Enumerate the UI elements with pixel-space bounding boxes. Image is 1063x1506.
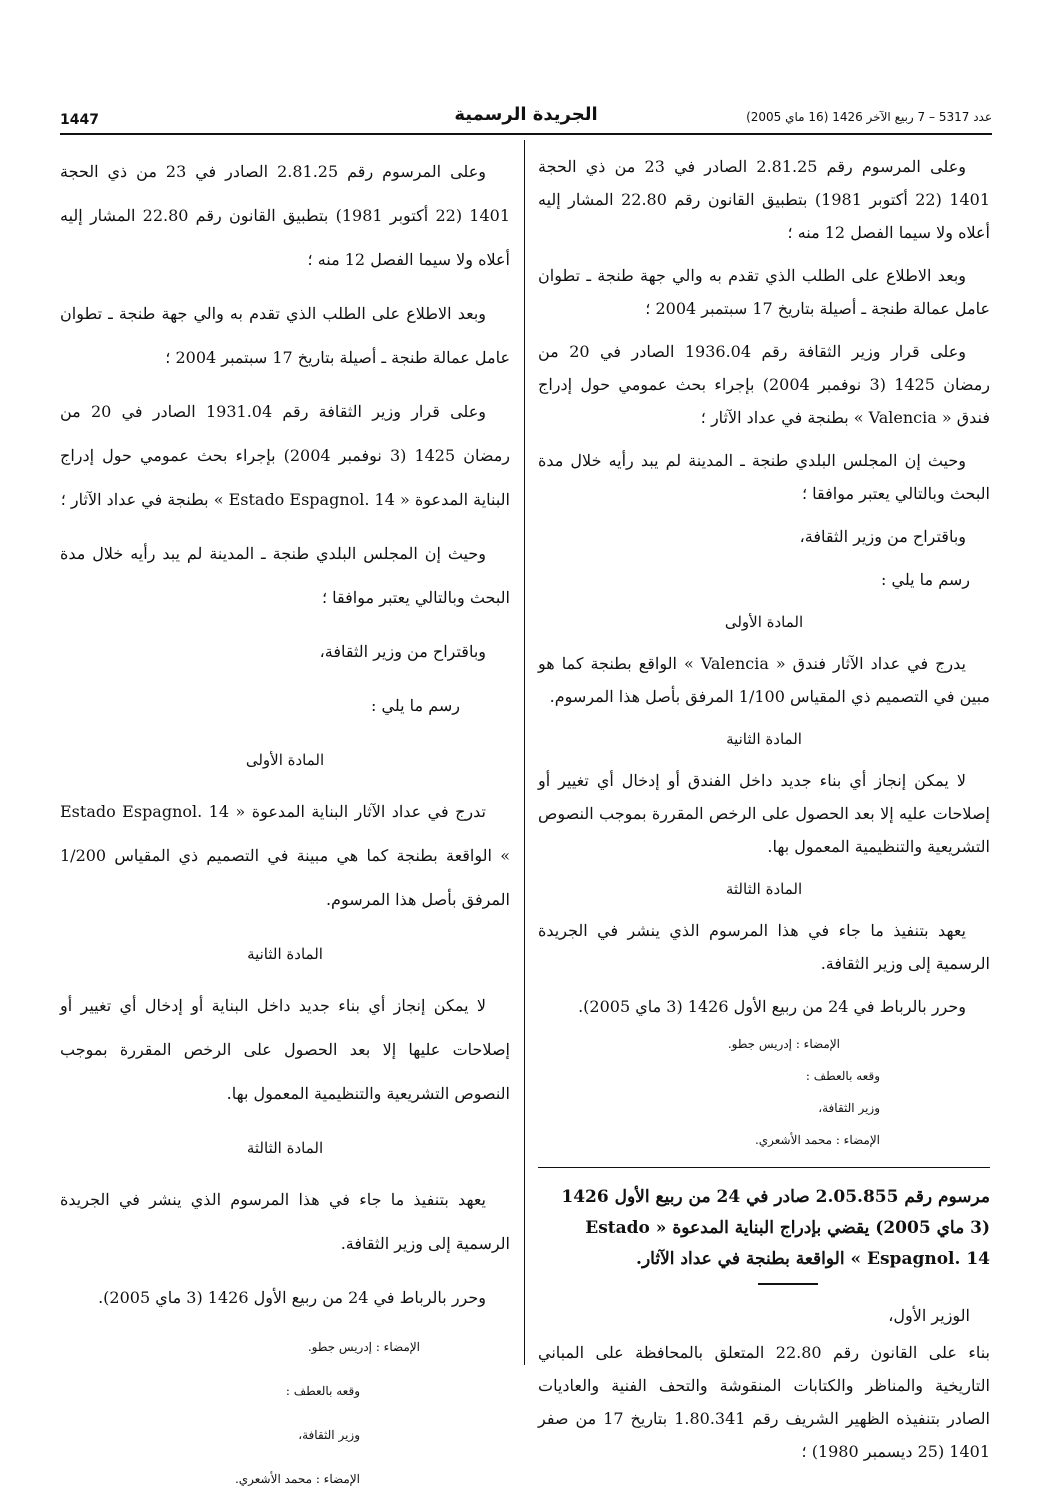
paragraph: وعلى قرار وزير الثقافة رقم 1931.04 الصادر في 20 من رمضان 1425 (3 نوفمبر 2004) بإجراء بحث عمومي حول إدراج البناية المدعوة « Estado Espagnol. 14 » بطنجة في عداد الآثار ؛ <box>60 402 511 509</box>
signature: الإمضاء : إدريس جطو. <box>307 1340 420 1354</box>
minister-title: وزير الثقافة، <box>818 1101 880 1115</box>
paragraph: وعلى المرسوم رقم 2.81.25 الصادر في 23 من ذي الحجة 1401 (22 أكتوبر 1981) بتطبيق القانون رقم 22.80 المشار إليه أعلاه ولا سيما الفصل 12 منه ؛ <box>538 157 991 242</box>
journal-title: الجريدة الرسمية <box>454 104 598 125</box>
paragraph: وباقتراح من وزير الثقافة، <box>319 642 486 661</box>
issue-info: عدد 5317 – 7 ربيع الآخر 1426 (16 ماي 2005) <box>746 110 992 124</box>
page-number: 1447 <box>60 112 99 128</box>
decree-intro: رسم ما يلي : <box>371 696 460 715</box>
left-column <box>60 150 510 1506</box>
minister-title: وزير الثقافة، <box>298 1428 360 1442</box>
article-text: يعهد بتنفيذ ما جاء في هذا المرسوم الذي ينشر في الجريدة الرسمية إلى وزير الثقافة. <box>538 921 990 973</box>
article-heading: المادة الأولى <box>724 613 804 631</box>
section-divider <box>538 1167 990 1168</box>
article-heading: المادة الثانية <box>726 730 802 748</box>
paragraph: وبعد الاطلاع على الطلب الذي تقدم به والي جهة طنجة ـ تطوان عامل عمالة طنجة ـ أصيلة بتاريخ 17 سبتمبر 2004 ؛ <box>538 266 990 318</box>
done-at: وحرر بالرباط في 24 من ربيع الأول 1426 (3 ماي 2005). <box>578 997 966 1016</box>
paragraph: وعلى قرار وزير الثقافة رقم 1936.04 الصادر في 20 من رمضان 1425 (3 نوفمبر 2004) بإجراء بحث عمومي حول إدراج فندق « Valencia » بطنجة في عداد الآثار ؛ <box>538 342 991 427</box>
minister-signature: الإمضاء : محمد الأشعري. <box>234 1472 360 1486</box>
article-heading: المادة الثالثة <box>725 880 803 898</box>
countersigned: وقعه بالعطف : <box>285 1384 360 1398</box>
decree-intro: رسم ما يلي : <box>881 570 970 589</box>
paragraph: وبعد الاطلاع على الطلب الذي تقدم به والي جهة طنجة ـ تطوان عامل عمالة طنجة ـ أصيلة بتاريخ 17 سبتمبر 2004 ؛ <box>60 304 510 367</box>
paragraph: بناء على القانون رقم 22.80 المتعلق بالمحافظة على المباني التاريخية والمناظر والكتابات المنقوشة والتحف الفنية والعاديات الصادر بتنفيذه الظهير الشريف رقم 1.80.341 بتاريخ 17 من صفر 1401 (25 ديسمبر 1980) ؛ <box>538 1343 990 1461</box>
article-text: تدرج في عداد الآثار البناية المدعوة « Estado Espagnol. 14 » الواقعة بطنجة كما هي مبينة في التصميم ذي المقياس 1/200 المرفق بأصل هذا المرسوم. <box>60 802 510 909</box>
signature: الإمضاء : إدريس جطو. <box>727 1037 840 1051</box>
article-text: يعهد بتنفيذ ما جاء في هذا المرسوم الذي ينشر في الجريدة الرسمية إلى وزير الثقافة. <box>60 1190 510 1253</box>
article-heading: المادة الثانية <box>247 945 323 963</box>
article-heading: المادة الثالثة <box>246 1139 324 1157</box>
countersigned: وقعه بالعطف : <box>805 1069 880 1083</box>
article-text: يدرج في عداد الآثار فندق « Valencia » الواقع بطنجة كما هو مبين في التصميم ذي المقياس 1/100 المرفق بأصل هذا المرسوم. <box>538 654 990 706</box>
paragraph: وحيث إن المجلس البلدي طنجة ـ المدينة لم يبد رأيه خلال مدة البحث وبالتالي يعتبر موافقا ؛ <box>60 544 510 607</box>
short-divider <box>758 1283 818 1285</box>
done-at: وحرر بالرباط في 24 من ربيع الأول 1426 (3 ماي 2005). <box>98 1288 486 1307</box>
paragraph: وعلى المرسوم رقم 2.81.25 الصادر في 23 من ذي الحجة 1401 (22 أكتوبر 1981) بتطبيق القانون رقم 22.80 المشار إليه أعلاه ولا سيما الفصل 12 منه ؛ <box>60 162 511 269</box>
page-header <box>60 98 992 130</box>
prime-minister: الوزير الأول، <box>888 1306 970 1325</box>
decree-title: مرسوم رقم 2.05.855 صادر في 24 من ربيع الأول 1426 (3 ماي 2005) يقضي بإدراج البناية المدعوة « Estado Espagnol. 14 » الواقعة بطنجة في عداد الآثار. <box>561 1187 990 1269</box>
article-text: لا يمكن إنجاز أي بناء جديد داخل الفندق أو إدخال أي تغيير أو إصلاحات عليه إلا بعد الحصول على الرخص المقررة بموجب النصوص التشريعية والتنظيمية المعمول بها. <box>538 771 990 856</box>
article-heading: المادة الأولى <box>245 751 325 769</box>
article-text: لا يمكن إنجاز أي بناء جديد داخل البناية أو إدخال أي تغيير أو إصلاحات عليها إلا بعد الحصول على الرخص المقررة بموجب النصوص التشريعية والتنظيمية المعمول بها. <box>60 996 510 1103</box>
header-divider <box>60 133 992 135</box>
column-divider <box>524 140 525 1365</box>
right-column <box>538 150 990 1478</box>
paragraph: وباقتراح من وزير الثقافة، <box>799 527 966 546</box>
paragraph: وحيث إن المجلس البلدي طنجة ـ المدينة لم يبد رأيه خلال مدة البحث وبالتالي يعتبر موافقا ؛ <box>538 451 990 503</box>
minister-signature: الإمضاء : محمد الأشعري. <box>754 1133 880 1147</box>
